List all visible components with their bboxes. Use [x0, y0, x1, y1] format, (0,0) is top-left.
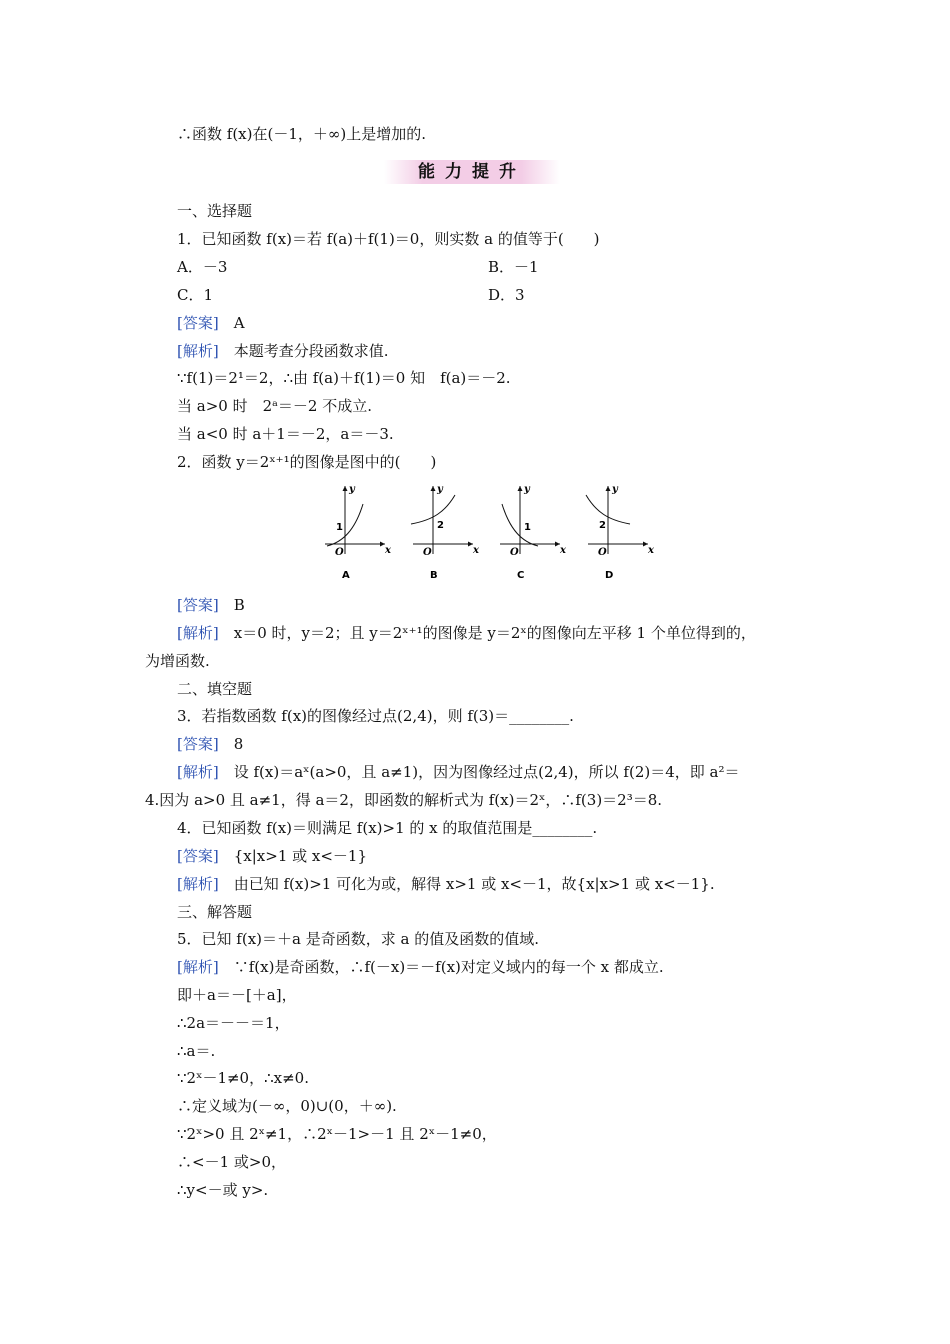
text-line: 4.因为 a>0 且 a≠1，得 a＝2，即函数的解析式为 f(x)＝2ˣ，∴f(3)＝2³＝8.	[145, 791, 663, 809]
analysis-5	[177, 957, 664, 977]
y-axis-label: y	[349, 484, 355, 495]
analysis-4	[177, 874, 715, 894]
origin-label: O	[598, 547, 607, 558]
x-axis-label: x	[385, 545, 391, 556]
answer-tag: [答案]	[177, 847, 219, 865]
analysis-tag: [解析]	[177, 624, 219, 642]
intercept-label: 2	[437, 520, 444, 531]
option-letter: C	[517, 570, 525, 581]
answer-tag: [答案]	[177, 314, 219, 332]
text-line: 即＋a＝－[＋a]，	[177, 986, 297, 1004]
analysis-tag: [解析]	[177, 342, 219, 360]
analysis-text: 由已知 f(x)>1 可化为或，解得 x>1 或 x<－1，故{x|x>1 或 x<－1}.	[233, 875, 715, 893]
intercept-label: 1	[336, 522, 343, 533]
section-heading: 一、选择题	[177, 202, 253, 220]
answer-4	[177, 846, 367, 866]
graph-options-figure	[325, 482, 660, 582]
option-a: A．－3	[177, 258, 228, 276]
option-b: B．－1	[488, 258, 539, 276]
origin-label: O	[423, 547, 432, 558]
y-axis-label: y	[612, 484, 618, 495]
answer-tag: [答案]	[177, 735, 219, 753]
analysis-text: 本题考查分段函数求值.	[233, 342, 389, 360]
x-axis-label: x	[648, 545, 654, 556]
origin-label: O	[335, 547, 344, 558]
intercept-label: 2	[599, 520, 606, 531]
section-title: 能力提升	[418, 162, 526, 182]
y-axis-arrow	[343, 486, 348, 491]
text-line: ∴函数 f(x)在(－1，＋∞)上是增加的.	[177, 125, 426, 143]
text-line: ∴<－1 或>0，	[177, 1153, 286, 1171]
y-axis-arrow	[431, 486, 436, 491]
answer-value: 8	[233, 735, 244, 753]
intercept-label: 1	[524, 522, 531, 533]
y-axis-label: y	[437, 484, 443, 495]
text-line: 当 a>0 时 2ᵃ＝－2 不成立.	[177, 397, 373, 415]
question-4: 4．已知函数 f(x)＝则满足 f(x)>1 的 x 的取值范围是________.	[177, 819, 598, 837]
analysis-tag: [解析]	[177, 763, 219, 781]
question-5: 5．已知 f(x)＝＋a 是奇函数，求 a 的值及函数的值域.	[177, 930, 539, 948]
text-line: ∵f(1)＝2¹＝2，∴由 f(a)＋f(1)＝0 知 f(a)＝－2.	[177, 369, 511, 387]
answer-value: B	[233, 596, 245, 614]
analysis-text: 设 f(x)＝aˣ(a>0，且 a≠1)，因为图像经过点(2,4)，所以 f(2)＝4，即 a²＝	[233, 763, 740, 781]
option-c: C．1	[177, 286, 214, 304]
section-heading: 三、解答题	[177, 903, 253, 921]
text-line: ∴定义域为(－∞，0)∪(0，＋∞).	[177, 1097, 397, 1115]
option-letter: D	[605, 570, 614, 581]
text-line: 当 a<0 时 a＋1＝－2，a＝－3.	[177, 425, 394, 443]
section-heading: 二、填空题	[177, 680, 253, 698]
answer-value: {x|x>1 或 x<－1}	[233, 847, 368, 865]
question-3: 3．若指数函数 f(x)的图像经过点(2,4)，则 f(3)＝________.	[177, 707, 574, 725]
text-line: ∵2ˣ>0 且 2ˣ≠1，∴2ˣ－1>－1 且 2ˣ－1≠0，	[177, 1125, 497, 1143]
text-line: ∴y<－或 y>.	[177, 1181, 269, 1199]
answer-2	[177, 595, 245, 615]
x-axis-label: x	[560, 545, 566, 556]
analysis-1	[177, 341, 389, 361]
text-line: ∴2a＝－－＝1，	[177, 1014, 290, 1032]
answer-3	[177, 734, 243, 754]
analysis-text: x＝0 时，y＝2；且 y＝2ˣ⁺¹的图像是 y＝2ˣ的图像向左平移 1 个单位得到的，	[233, 624, 756, 642]
text-line: 为增函数.	[145, 652, 210, 670]
analysis-text: ∵f(x)是奇函数，∴f(－x)＝－f(x)对定义域内的每一个 x 都成立.	[233, 958, 664, 976]
option-d: D．3	[488, 286, 525, 304]
y-axis-label: y	[524, 484, 530, 495]
text-line: ∴a＝.	[177, 1042, 216, 1060]
analysis-3	[177, 762, 740, 782]
analysis-tag: [解析]	[177, 958, 219, 976]
y-axis-arrow	[606, 486, 611, 491]
text-line: ∵2ˣ－1≠0，∴x≠0.	[177, 1069, 309, 1087]
option-letter: B	[430, 570, 438, 581]
question-1: 1．已知函数 f(x)＝若 f(a)＋f(1)＝0，则实数 a 的值等于( )	[177, 230, 600, 248]
option-letter: A	[342, 570, 350, 581]
x-axis-label: x	[473, 545, 479, 556]
y-axis-arrow	[518, 486, 523, 491]
analysis-2	[177, 623, 756, 643]
answer-1	[177, 313, 245, 333]
answer-value: A	[233, 314, 245, 332]
analysis-tag: [解析]	[177, 875, 219, 893]
question-2: 2．函数 y＝2ˣ⁺¹的图像是图中的( )	[177, 453, 437, 471]
origin-label: O	[510, 547, 519, 558]
answer-tag: [答案]	[177, 596, 219, 614]
